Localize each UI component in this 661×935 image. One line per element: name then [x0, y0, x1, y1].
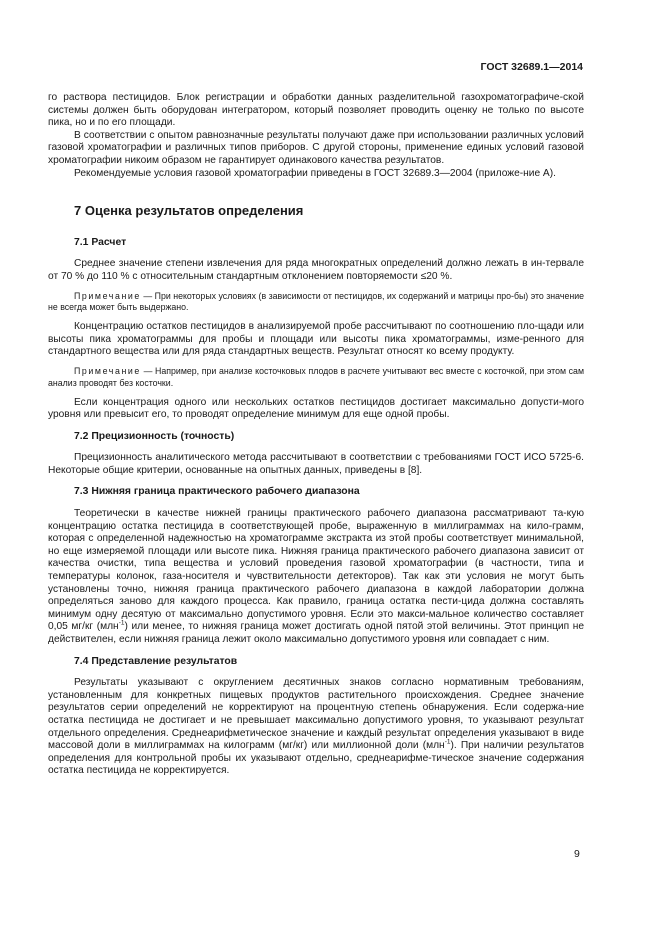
intro-paragraph-1: го раствора пестицидов. Блок регистрации и обработки данных разделительной газохроматографиче-ской системы должен быть оборудован интегратором, который позволяет проводить оценку не только по высоте пика, но и по его площади. [48, 92, 584, 129]
section-7-1-paragraph-2: Концентрацию остатков пестицидов в анализируемой пробе рассчитывают по соотношению пло-щади или высоты пика хроматограммы для пробы и площади или высоты пика хроматограммы, изме-ренного для стандартного вещества или для ряда стандартных веществ. Результат относят ко всему продукту. [48, 321, 584, 358]
note-1 [48, 291, 584, 315]
note-1-text: — При некоторых условиях (в зависимости от пестицидов, их содержаний и матрицы про-бы) это значение не всегда может быть выдержано. [48, 290, 584, 313]
unit-superscript: -1 [444, 738, 451, 746]
intro-paragraph-3: Рекомендуемые условия газовой хроматографии приведены в ГОСТ 32689.3—2004 (приложе-ние А). [74, 167, 556, 179]
note-2 [48, 366, 584, 390]
note-1-label: Примечание [74, 290, 141, 301]
page-content [48, 92, 584, 778]
section-7-title: 7 Оценка результатов определения [74, 203, 304, 219]
section-7-3-paragraph-1 [48, 508, 584, 647]
section-7-4-text-b: ). При наличии результатов определения для контрольной пробы их указывают отдельно, среднеарифме-тическое значение содержания остатка пестицида не корректируется. [48, 740, 584, 777]
section-7-4-paragraph-1 [48, 677, 584, 778]
section-7-4-title: 7.4 Представление результатов [74, 655, 238, 667]
section-7-3-title: 7.3 Нижняя граница практического рабочего диапазона [74, 486, 360, 498]
section-7-1-title: 7.1 Расчет [74, 236, 127, 248]
section-7-3-text-a: Теоретически в качестве нижней границы практического рабочего диапазона рассматривают та-кую концентрацию остатка пестицида в соответствующей пробе, выраженную в миллиграммах на кило-грамм, которая с определенной надежностью на хроматограмме экстракта из этой пробы соответствует минимальной, но еще измеряемой площади или высоте пика. Нижняя граница практического рабочего диапазона зависит от качества очистки, типа вещества и условий проведения газовой хроматографии (в частности, типа и температуры колонок, газа-носителя и чувствительности детекторов). Так как эти условия не могут быть установлены точно, нижняя граница практического рабочего диапазона в каждой лаборатории должна определяться заново для каждого процесса. Как правило, граница остатка пести-цида должна составлять минимум одну десятую от максимально допустимого уровня. Если это макси-мальное количество составляет 0,05 мг/кг (млн [48, 508, 584, 633]
section-7-4-text-a: Результаты указывают с округлением десятичных знаков согласно нормативным требованиям, установленным для конкретных пищевых продуктов растительного происхождения. Среднее значение результатов серии определений не корректируют на процентную степень обнаружения. Если содержа-ние остатка пестицида не достигает и не превышает максимально допустимого уровня, то указывают результат отдельного определения. Среднеарифметическое значение и каждый результат определения указывают в виде массовой доли в миллиграммах на килограмм (мг/кг) или миллионной доли (млн [48, 677, 584, 752]
section-7-1-paragraph-1: Среднее значение степени извлечения для ряда многократных определений должно лежать в ин-тервале от 70 % до 110 % с относительным стандартным отклонением повторяемости ≤20 %. [48, 258, 584, 282]
intro-paragraph-2: В соответствии с опытом равнозначные результаты получают даже при использовании различных условий газовой хроматографии и различных типов приборов. С другой стороны, применение единых условий газовой хроматографии никоим образом не гарантирует одинакового качества результатов. [48, 129, 584, 166]
section-7-3-text-b: ) или менее, то нижняя граница может достигать одной пятой этой величины. Этот принцип не действителен, если нижняя граница лежит около максимально допустимого уровня или совпадает с ним. [48, 621, 584, 645]
section-7-2-title: 7.2 Прецизионность (точность) [74, 430, 235, 442]
page-number: 9 [574, 848, 580, 860]
section-7-2-paragraph-1: Прецизионность аналитического метода рассчитывают в соответствии с требованиями ГОСТ ИСО 5725-6. Некоторые общие критерии, основанные на опытных данных, приведены в [8]. [48, 452, 584, 476]
standard-header: ГОСТ 32689.1—2014 [480, 61, 583, 73]
note-2-text: — Например, при анализе косточковых плодов в расчете учитывают вес вместе с косточкой, при этом сам анализ проводят без косточки. [48, 365, 584, 388]
section-7-1-paragraph-3: Если концентрация одного или нескольких остатков пестицидов достигает максимально допусти-мого уровня или превысит его, то проводят определение минимум для еще одной пробы. [48, 396, 584, 421]
note-2-label: Примечание [74, 365, 141, 376]
unit-superscript: -1 [118, 620, 125, 628]
